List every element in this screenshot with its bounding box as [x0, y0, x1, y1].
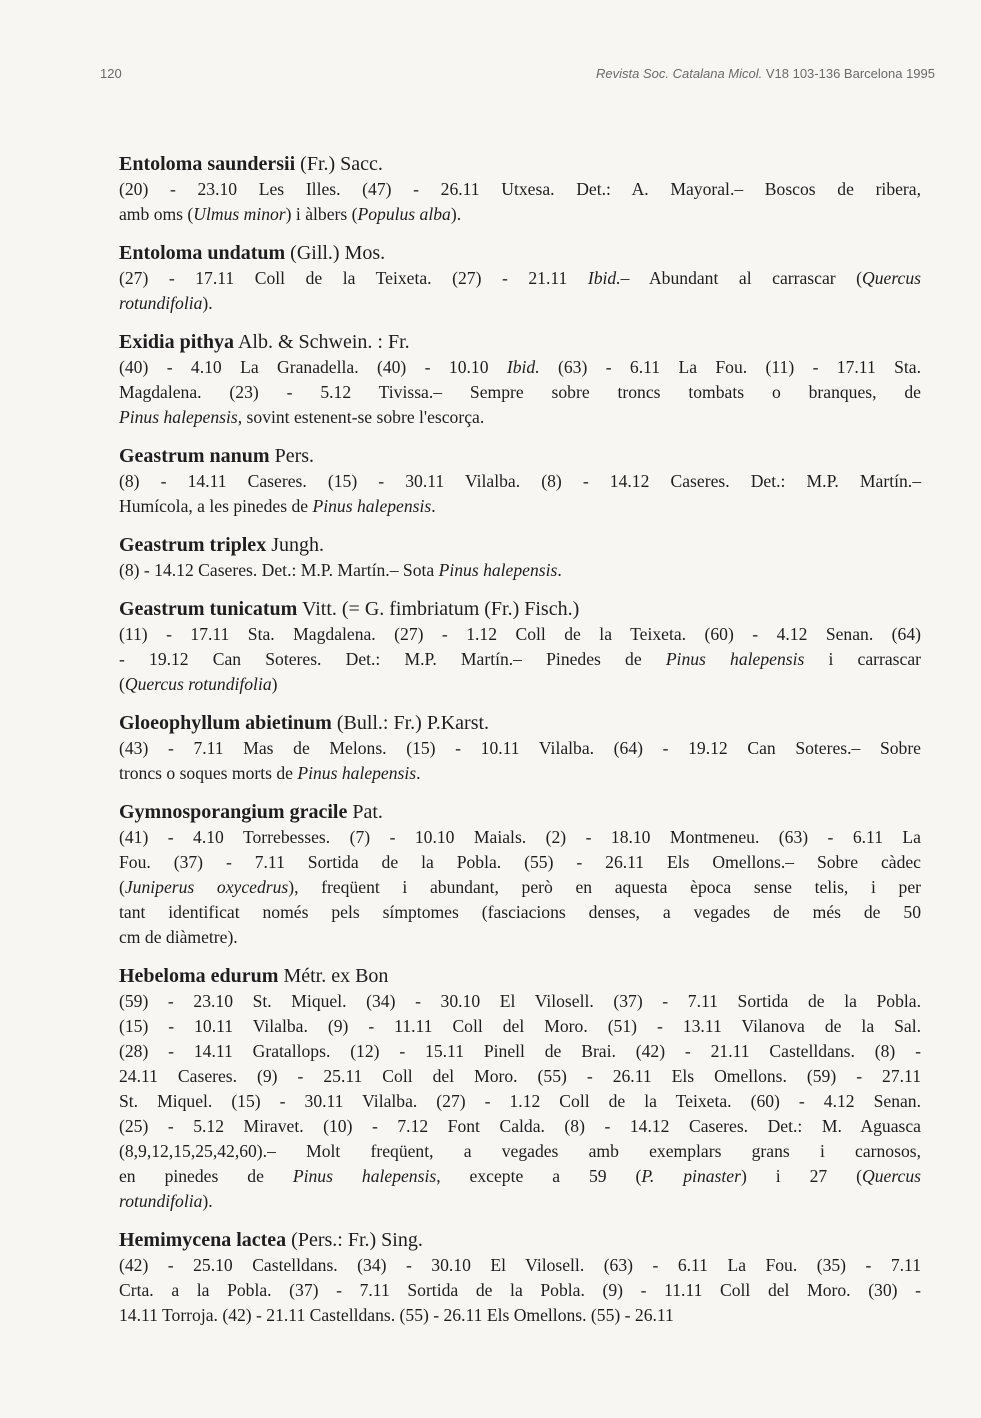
record-line: [119, 761, 921, 786]
record-line: [119, 736, 921, 761]
taxon-italic: Pinus halepensis: [665, 649, 805, 669]
record-text: tant identificat només pels símptomes (fasciacions denses, a vegades de més de 50: [119, 902, 921, 922]
species-title: [119, 964, 921, 988]
record-line: [119, 355, 921, 380]
species-entry: [119, 800, 921, 950]
species-name: Geastrum tunicatum: [119, 598, 298, 620]
taxon-italic: Pinus halepensis: [119, 407, 238, 427]
taxon-italic: Pinus halepensis: [297, 763, 417, 783]
page-number: 120: [100, 66, 122, 81]
species-author: Vitt. (= G. fimbriatum (Fr.) Fisch.): [301, 598, 580, 620]
record-text: troncs o soques morts de: [119, 763, 298, 783]
record-text: (15) - 10.11 Vilalba. (9) - 11.11 Coll del Moro. (51) - 13.11 Vilanova de la Sal.: [119, 1016, 921, 1036]
record-line: [119, 672, 921, 697]
taxon-italic: Juniperus oxycedrus: [124, 877, 289, 897]
record-line: [119, 1303, 921, 1328]
record-line: [119, 1064, 921, 1089]
species-title: [119, 1228, 921, 1252]
taxon-italic: Ibid.: [506, 357, 540, 377]
species-entry: [119, 152, 921, 227]
species-entry: [119, 711, 921, 786]
record-text: Crta. a la Pobla. (37) - 7.11 Sortida de la Pobla. (9) - 11.11 Coll del Moro. (30) -: [119, 1280, 921, 1300]
record-line: [119, 925, 921, 950]
record-line: [119, 850, 921, 875]
species-name: Exidia pithya: [119, 331, 235, 353]
species-title: [119, 152, 921, 176]
record-text: (: [119, 674, 125, 694]
record-text: ) i 27 (: [740, 1166, 863, 1186]
record-text: (8,9,12,15,25,42,60).– Molt freqüent, a vegades amb exemplars grans i carnosos,: [119, 1141, 921, 1161]
record-line: [119, 1039, 921, 1064]
record-text: (43) - 7.11 Mas de Melons. (15) - 10.11 Vilalba. (64) - 19.12 Can Soteres.– Sobre: [119, 738, 921, 758]
record-line: [119, 1014, 921, 1039]
species-author: (Bull.: Fr.) P.Karst.: [336, 712, 490, 734]
record-line: [119, 622, 921, 647]
record-line: [119, 1114, 921, 1139]
record-text: .: [557, 560, 562, 580]
species-title: [119, 330, 921, 354]
record-text: .: [416, 763, 421, 783]
record-text: en pinedes de: [119, 1166, 293, 1186]
species-entry: [119, 533, 921, 583]
species-author: (Pers.: Fr.) Sing.: [291, 1229, 423, 1251]
taxon-italic: Populus alba: [357, 204, 451, 224]
record-text: amb oms (: [119, 204, 194, 224]
taxon-italic: Ibid.: [587, 268, 621, 288]
record-text: 14.11 Torroja. (42) - 21.11 Castelldans. (55) - 26.11 Els Omellons. (55) - 26.11: [119, 1305, 674, 1325]
record-line: [119, 291, 921, 316]
taxon-italic: Quercus: [862, 268, 921, 288]
species-name: Gymnosporangium gracile: [119, 801, 348, 823]
taxon-italic: Pinus halepensis: [438, 560, 558, 580]
species-author: Jungh.: [271, 534, 324, 556]
species-title: [119, 444, 921, 468]
species-author: Pers.: [274, 445, 315, 467]
record-line: [119, 647, 921, 672]
species-records: [119, 825, 921, 950]
record-text: (63) - 6.11 La Fou. (11) - 17.11 Sta.: [539, 357, 921, 377]
species-author: Alb. & Schwein. : Fr.: [237, 331, 410, 353]
record-line: [119, 1139, 921, 1164]
record-text: ): [271, 674, 278, 694]
species-name: Entoloma undatum: [119, 242, 286, 264]
record-text: (42) - 25.10 Castelldans. (34) - 30.10 El Vilosell. (63) - 6.11 La Fou. (35) - 7.11: [119, 1255, 921, 1275]
species-records: [119, 266, 921, 316]
species-entry: [119, 241, 921, 316]
species-records: [119, 177, 921, 227]
record-line: [119, 1278, 921, 1303]
journal-citation: [596, 66, 935, 81]
record-text: ) i àlbers (: [285, 204, 358, 224]
taxon-italic: Quercus: [862, 1166, 921, 1186]
species-author: (Gill.) Mos.: [290, 242, 386, 264]
species-entry: [119, 330, 921, 430]
record-line: [119, 989, 921, 1014]
species-entry: [119, 1228, 921, 1328]
record-text: - 19.12 Can Soteres. Det.: M.P. Martín.– Pinedes de: [119, 649, 666, 669]
running-header: [100, 66, 935, 86]
record-text: Magdalena. (23) - 5.12 Tivissa.– Sempre sobre troncs tombats o branques, de: [119, 382, 921, 402]
species-list: [119, 152, 921, 1342]
record-line: [119, 558, 921, 583]
record-line: [119, 1253, 921, 1278]
record-text: Fou. (37) - 7.11 Sortida de la Pobla. (55) - 26.11 Els Omellons.– Sobre càdec: [119, 852, 921, 872]
species-name: Hebeloma edurum: [119, 965, 279, 987]
species-entry: [119, 444, 921, 519]
record-text: St. Miquel. (15) - 30.11 Vilalba. (27) - 1.12 Coll de la Teixeta. (60) - 4.12 Senan.: [119, 1091, 921, 1111]
record-text: , sovint estenent-se sobre l'escorça.: [237, 407, 485, 427]
record-text: ).: [202, 1191, 213, 1211]
record-text: (41) - 4.10 Torrebesses. (7) - 10.10 Maials. (2) - 18.10 Montmeneu. (63) - 6.11 La: [119, 827, 921, 847]
record-text: ).: [202, 293, 213, 313]
species-records: [119, 989, 921, 1214]
record-line: [119, 266, 921, 291]
journal-name: Revista Soc. Catalana Micol.: [596, 66, 763, 81]
species-name: Entoloma saundersii: [119, 153, 296, 175]
record-text: (11) - 17.11 Sta. Magdalena. (27) - 1.12 Coll de la Teixeta. (60) - 4.12 Senan. (64): [119, 624, 921, 644]
taxon-italic: Pinus halepensis: [292, 1166, 437, 1186]
record-text: (27) - 17.11 Coll de la Teixeta. (27) - 21.11: [119, 268, 588, 288]
species-name: Hemimycena lactea: [119, 1229, 287, 1251]
record-text: (28) - 14.11 Gratallops. (12) - 15.11 Pinell de Brai. (42) - 21.11 Castelldans. (8) -: [119, 1041, 921, 1061]
record-line: [119, 177, 921, 202]
taxon-italic: Pinus halepensis: [312, 496, 432, 516]
taxon-italic: P. pinaster: [641, 1166, 741, 1186]
record-line: [119, 1189, 921, 1214]
taxon-italic: Ulmus minor: [193, 204, 286, 224]
taxon-italic: Quercus rotundifolia: [124, 674, 272, 694]
record-line: [119, 1164, 921, 1189]
record-text: , excepte a 59 (: [436, 1166, 642, 1186]
species-entry: [119, 597, 921, 697]
record-line: [119, 380, 921, 405]
record-text: (8) - 14.11 Caseres. (15) - 30.11 Vilalba. (8) - 14.12 Caseres. Det.: M.P. Martín.–: [119, 471, 921, 491]
species-title: [119, 241, 921, 265]
record-text: (25) - 5.12 Miravet. (10) - 7.12 Font Calda. (8) - 14.12 Caseres. Det.: M. Aguasca: [119, 1116, 921, 1136]
species-records: [119, 469, 921, 519]
species-records: [119, 1253, 921, 1328]
species-records: [119, 736, 921, 786]
species-entry: [119, 964, 921, 1214]
species-name: Gloeophyllum abietinum: [119, 712, 332, 734]
journal-volume: V18 103-136 Barcelona 1995: [765, 66, 935, 81]
record-text: (8) - 14.12 Caseres. Det.: M.P. Martín.– Sota: [119, 560, 439, 580]
record-text: 24.11 Caseres. (9) - 25.11 Coll del Moro. (55) - 26.11 Els Omellons. (59) - 27.11: [119, 1066, 921, 1086]
record-text: – Abundant al carrascar (: [620, 268, 863, 288]
species-title: [119, 533, 921, 557]
species-title: [119, 800, 921, 824]
species-records: [119, 622, 921, 697]
species-author: Métr. ex Bon: [283, 965, 389, 987]
record-text: ).: [450, 204, 462, 224]
record-line: [119, 1089, 921, 1114]
species-records: [119, 558, 921, 583]
species-name: Geastrum nanum: [119, 445, 270, 467]
record-text: cm de diàmetre).: [119, 927, 238, 947]
record-text: (40) - 4.10 La Granadella. (40) - 10.10: [119, 357, 507, 377]
record-text: ), freqüent i abundant, però en aquesta època sense telis, i per: [288, 877, 921, 897]
record-text: .: [431, 496, 436, 516]
species-title: [119, 597, 921, 621]
record-line: [119, 494, 921, 519]
record-line: [119, 900, 921, 925]
species-author: Pat.: [352, 801, 383, 823]
record-text: (20) - 23.10 Les Illes. (47) - 26.11 Utxesa. Det.: A. Mayoral.– Boscos de ribera,: [119, 179, 921, 199]
record-text: (59) - 23.10 St. Miquel. (34) - 30.10 El Vilosell. (37) - 7.11 Sortida de la Pobla.: [119, 991, 921, 1011]
taxon-italic: rotundifolia: [119, 293, 203, 313]
species-title: [119, 711, 921, 735]
record-line: [119, 825, 921, 850]
record-line: [119, 875, 921, 900]
taxon-italic: rotundifolia: [119, 1191, 203, 1211]
species-name: Geastrum triplex: [119, 534, 267, 556]
record-text: Humícola, a les pinedes de: [119, 496, 313, 516]
record-text: (: [119, 877, 125, 897]
record-line: [119, 202, 921, 227]
record-text: i carrascar: [804, 649, 922, 669]
species-author: (Fr.) Sacc.: [300, 153, 383, 175]
species-records: [119, 355, 921, 430]
record-line: [119, 405, 921, 430]
record-line: [119, 469, 921, 494]
